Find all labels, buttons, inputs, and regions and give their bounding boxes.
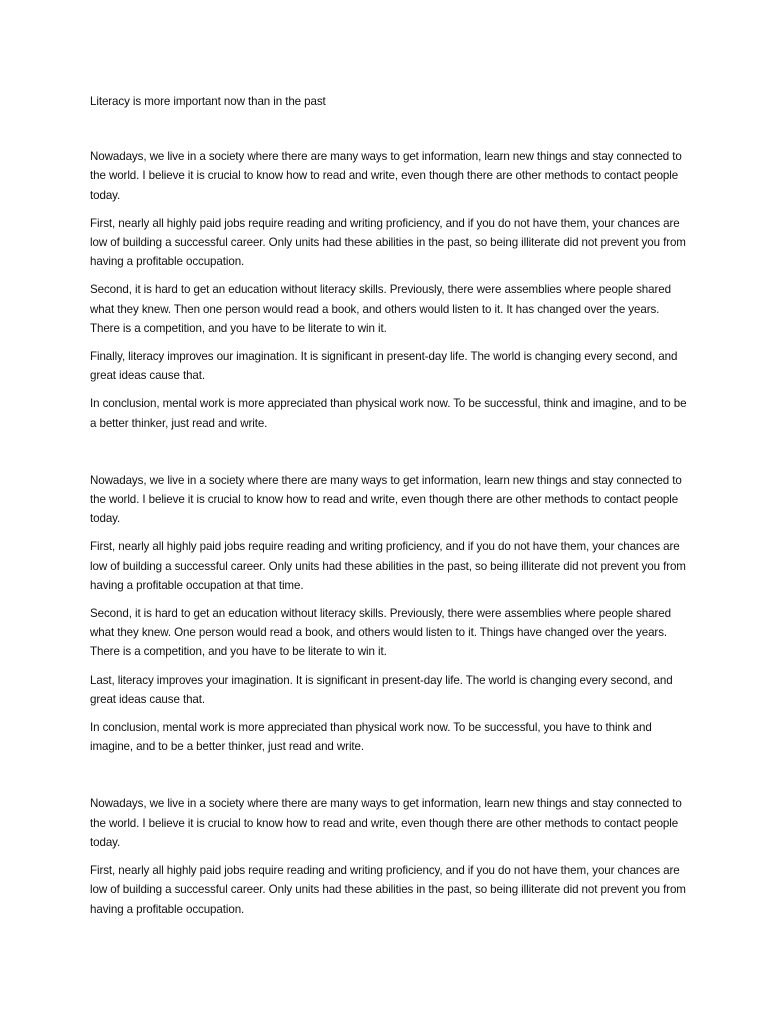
paragraph-intro: Nowadays, we live in a society where there are many ways to get information, learn new things and stay connected to the world. I believe it is crucial to know how to read and write, even though there are other methods to contact people today. <box>90 150 682 202</box>
paragraph-second: Second, it is hard to get an education without literacy skills. Previously, there were assemblies where people shared what they knew. One person would read a book, and others would listen to it. Things have changed over the years. There is a competition, and you have to be literate to win it. <box>90 607 671 659</box>
paragraph-intro: Nowadays, we live in a society where there are many ways to get information, learn new things and stay connected to the world. I believe it is crucial to know how to read and write, even though there are other methods to contact people today. <box>90 797 682 849</box>
essay-version-1 <box>90 147 690 433</box>
paragraph-conclusion: In conclusion, mental work is more appreciated than physical work now. To be successful, think and imagine, and to be a better thinker, just read and write. <box>90 397 687 430</box>
document-title: Literacy is more important now than in the past <box>90 95 326 108</box>
paragraph-intro: Nowadays, we live in a society where there are many ways to get information, learn new things and stay connected to the world. I believe it is crucial to know how to read and write, even though there are other methods to contact people today. <box>90 473 682 526</box>
paragraph-first: First, nearly all highly paid jobs require reading and writing proficiency, and if you do not have them, your chances are low of building a successful career. Only units had these abilities in the past, so being illiterate did not prevent you from having a profitable occupation. <box>90 216 686 269</box>
paragraph-last: Last, literacy improves your imagination. It is significant in present-day life. The world is changing every second, and great ideas cause that. <box>90 673 673 706</box>
paragraph-first: First, nearly all highly paid jobs require reading and writing proficiency, and if you do not have them, your chances are low of building a successful career. Only units had these abilities in the past, so being illiterate did not prevent you from having a profitable occupation at that time. <box>90 540 686 592</box>
paragraph-second: Second, it is hard to get an education without literacy skills. Previously, there were assemblies where people shared what they knew. Then one person would read a book, and others would listen to it. It has changed over the years. There is a competition, and you have to be literate to win it. <box>90 283 671 335</box>
essay-version-3 <box>90 794 690 918</box>
paragraph-first: First, nearly all highly paid jobs require reading and writing proficiency, and if you do not have them, your chances are low of building a successful career. Only units had these abilities in the past, so being illiterate did not prevent you from having a profitable occupation. <box>90 864 686 916</box>
paragraph-finally: Finally, literacy improves our imagination. It is significant in present-day life. The world is changing every second, and great ideas cause that. <box>90 350 678 383</box>
paragraph-conclusion: In conclusion, mental work is more appreciated than physical work now. To be successful, you have to think and imagine, and to be a better thinker, just read and write. <box>90 721 652 754</box>
document-page <box>90 92 690 919</box>
essay-version-2 <box>90 471 690 757</box>
